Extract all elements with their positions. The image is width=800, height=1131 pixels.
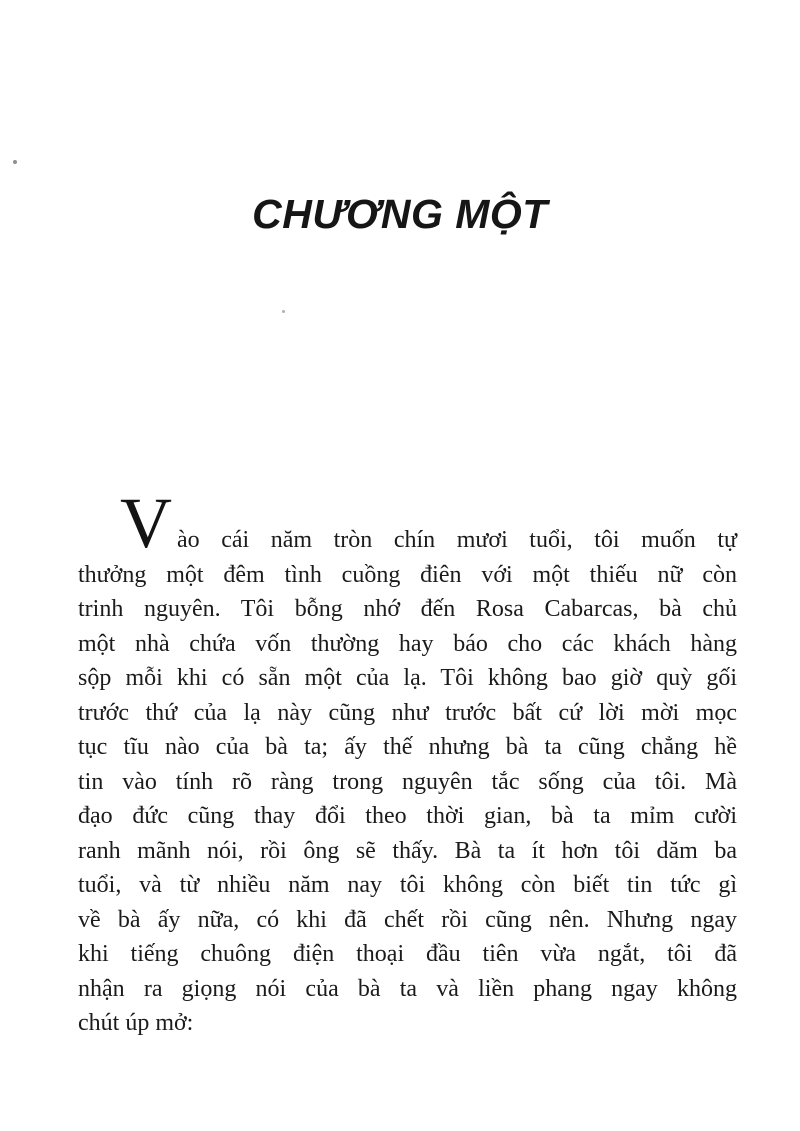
chapter-paragraph xyxy=(78,483,737,1041)
dropcap-letter: V xyxy=(120,483,172,563)
paragraph-line: sộp mỗi khi có sẵn một của lạ. Tôi không bao giờ quỳ gối xyxy=(78,665,737,691)
paragraph-line: khi tiếng chuông điện thoại đầu tiên vừa ngắt, tôi đã xyxy=(78,941,737,967)
scan-speck xyxy=(13,160,17,164)
scan-speck xyxy=(282,310,285,313)
paragraph-line: tục tĩu nào của bà ta; ấy thế nhưng bà ta cũng chẳng hề xyxy=(78,734,737,760)
paragraph-line xyxy=(78,483,737,563)
paragraph-line: trước thứ của lạ này cũng như trước bất cứ lời mời mọc xyxy=(78,699,737,726)
chapter-title: CHƯƠNG MỘT xyxy=(252,191,548,237)
paragraph-line: trinh nguyên. Tôi bỗng nhớ đến Rosa Cabarcas, bà chủ xyxy=(78,596,737,622)
paragraph-line: tuổi, và từ nhiều năm nay tôi không còn biết tin tức gì xyxy=(78,872,737,898)
paragraph-line: chút úp mở: xyxy=(78,1010,194,1036)
paragraph-line: về bà ấy nữa, có khi đã chết rồi cũng nên. Nhưng ngay xyxy=(78,906,737,933)
paragraph-line: một nhà chứa vốn thường hay báo cho các khách hàng xyxy=(78,630,737,657)
paragraph-line-text: ào cái năm tròn chín mươi tuổi, tôi muốn tự xyxy=(177,527,737,553)
paragraph-line: thưởng một đêm tình cuồng điên với một thiếu nữ còn xyxy=(78,561,737,588)
paragraph-line: đạo đức cũng thay đổi theo thời gian, bà ta mỉm cười xyxy=(78,803,737,829)
paragraph-line: tin vào tính rõ ràng trong nguyên tắc sống của tôi. Mà xyxy=(78,768,737,795)
paragraph-line: ranh mãnh nói, rồi ông sẽ thấy. Bà ta ít hơn tôi dăm ba xyxy=(78,837,737,864)
paragraph-line: nhận ra giọng nói của bà ta và liền phang ngay không xyxy=(78,975,737,1002)
